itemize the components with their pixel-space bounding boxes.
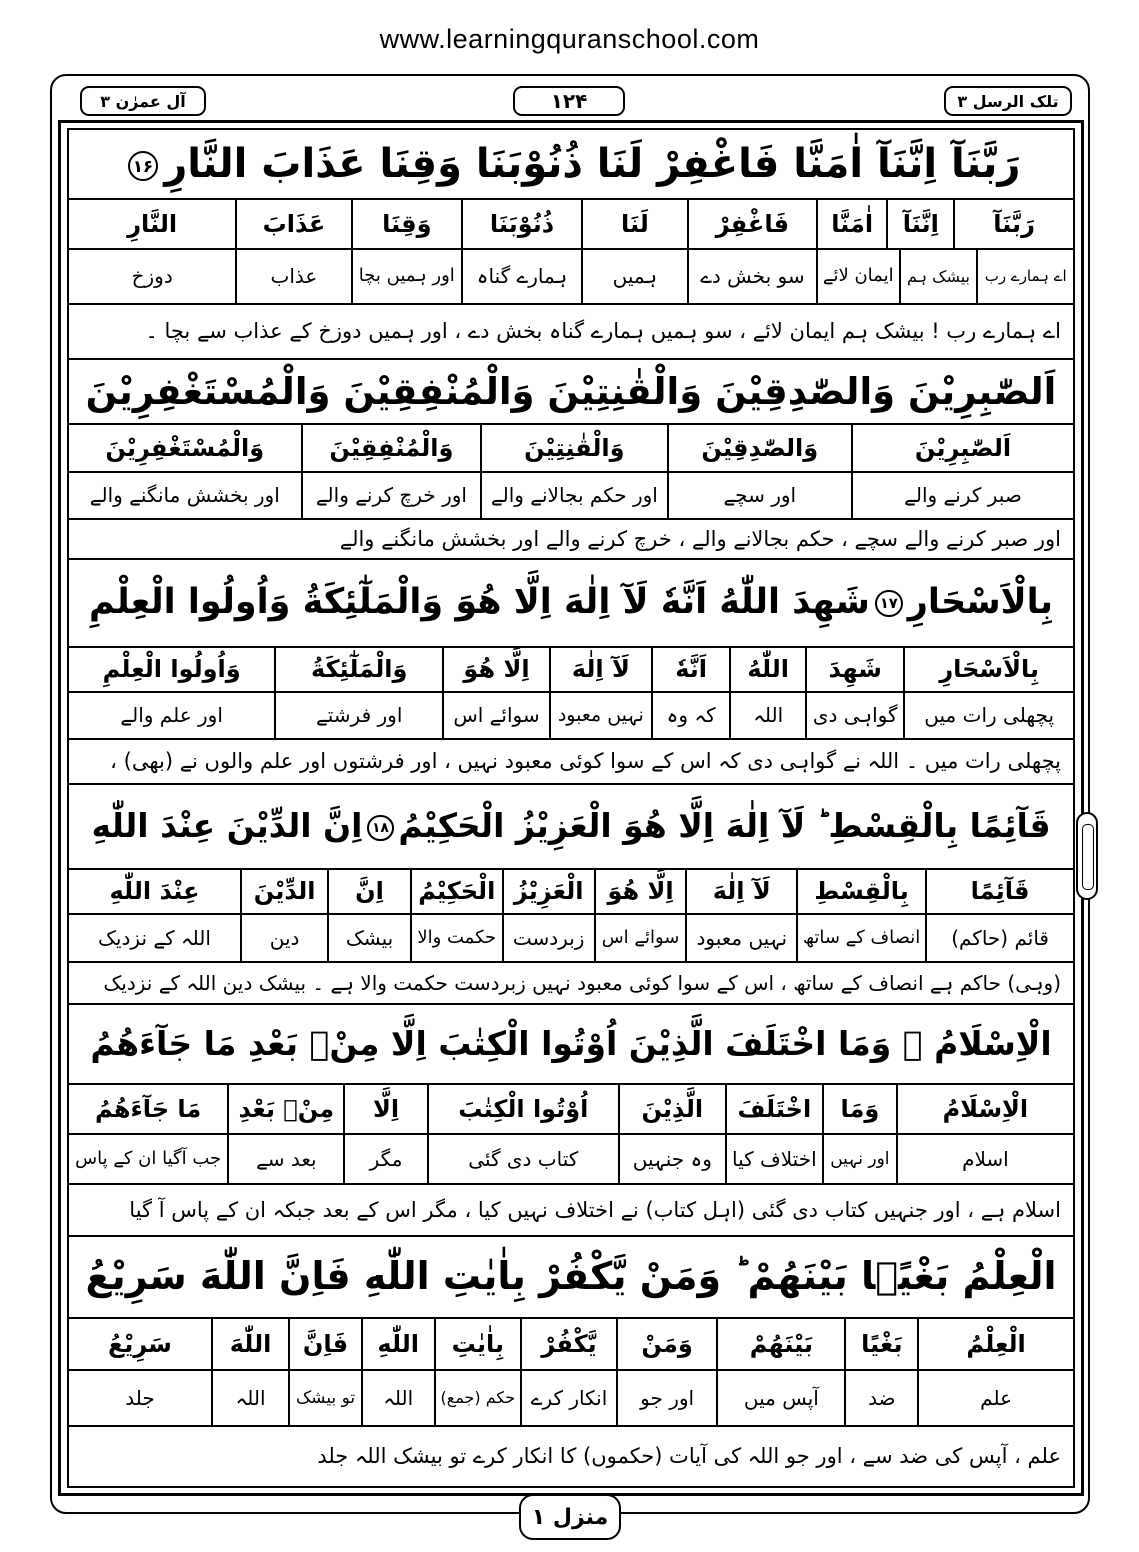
- ayah-line: [69, 130, 1073, 200]
- ayah-block: [69, 1237, 1073, 1486]
- meaning-cell: [442, 693, 549, 738]
- verse-number-marker: ۱۷: [875, 590, 903, 618]
- word-cell: [301, 425, 481, 471]
- word-cell: [427, 1085, 618, 1133]
- meaning-cell: [616, 1371, 716, 1425]
- urdu-meaning: سوائے اس: [601, 926, 680, 948]
- arabic-word: اٰمَنَّا: [831, 209, 874, 238]
- meaning-cell: [461, 250, 581, 303]
- meaning-cell: [687, 250, 816, 303]
- urdu-meaning: انصاف کے ساتھ: [802, 926, 921, 948]
- word-cell: [240, 870, 327, 913]
- ayah-text-part: اَلصّٰبِرِيْنَ وَالصّٰدِقِيْنَ وَالْقٰنِتِيْنَ وَالْمُنْفِقِيْنَ وَالْمُسْتَغْفِرِيْنَ: [85, 369, 1057, 413]
- urdu-meaning: اور بخشش مانگنے والے: [89, 483, 280, 507]
- word-cell: [886, 200, 953, 248]
- word-row: [69, 425, 1073, 473]
- ruku-marker-icon: [1076, 812, 1098, 900]
- urdu-meaning: وہ جنہیں: [632, 1146, 712, 1171]
- arabic-word: اخْتَلَفَ: [737, 1094, 812, 1123]
- arabic-word: بَغْيًا: [861, 1329, 903, 1358]
- translation-line: [69, 305, 1073, 360]
- arabic-word: الدِّيْنَ: [253, 877, 316, 906]
- meaning-cell: [361, 1371, 434, 1425]
- meaning-cell: [976, 250, 1073, 303]
- arabic-word: الْعَزِيْزُ: [513, 877, 584, 906]
- meaning-cell: [725, 1135, 822, 1183]
- arabic-word: الَّذِيْنَ: [641, 1094, 704, 1123]
- word-cell: [651, 648, 730, 691]
- translation-text: اسلام ہے ، اور جنہیں کتاب دی گئی (اہل کتاب) نے اختلاف نہیں کیا ، مگر اس کے بعد جبکہ ان کے پاس آ گیا: [129, 1197, 1061, 1222]
- arabic-word: اَنَّهٗ: [675, 655, 707, 684]
- urdu-meaning: جب آگیا ان کے پاس: [75, 1147, 222, 1169]
- ayah-text-part: بِالْاَسْحَارِ: [907, 582, 1053, 623]
- arabic-word: وَقِنَا: [382, 209, 432, 238]
- arabic-word: ذُنُوْبَنَا: [489, 209, 555, 238]
- urdu-meaning: انکار کرے: [530, 1385, 608, 1410]
- verse-number-marker: ۱۸: [367, 815, 393, 841]
- arabic-word: وَاُولُوا الْعِلْمِ: [102, 655, 241, 684]
- arabic-word: اِلَّا: [372, 1094, 400, 1123]
- urdu-meaning: اور جو: [640, 1385, 695, 1410]
- arabic-word: مِنْۢ بَعْدِ: [238, 1094, 335, 1123]
- meaning-cell: [69, 1371, 211, 1425]
- urdu-meaning: نہیں معبود: [557, 703, 644, 726]
- meaning-row: [69, 473, 1073, 520]
- urdu-meaning: بعد سے: [256, 1146, 317, 1171]
- meaning-cell: [434, 1371, 521, 1425]
- arabic-word: اِنَّ: [355, 877, 384, 906]
- content-frame: [67, 128, 1075, 1488]
- meaning-cell: [822, 1135, 896, 1183]
- word-cell: [729, 648, 805, 691]
- arabic-word: النَّارِ: [127, 209, 178, 238]
- urdu-meaning: ہمیں: [612, 264, 658, 288]
- meaning-cell: [351, 250, 462, 303]
- word-cell: [343, 1085, 426, 1133]
- meaning-cell: [618, 1135, 725, 1183]
- arabic-word: اِنَّنَآ: [902, 209, 939, 238]
- arabic-word: الْاِسْلَامُ: [942, 1094, 1029, 1123]
- urdu-meaning: اسلام: [962, 1146, 1009, 1171]
- meaning-cell: [69, 473, 301, 518]
- arabic-word: لَآ اِلٰهَ: [712, 877, 771, 906]
- urdu-meaning: اللہ: [235, 1385, 266, 1410]
- arabic-word: وَالْقٰنِتِيْنَ: [524, 433, 625, 462]
- arabic-word: عَذَابَ: [262, 209, 326, 238]
- urdu-meaning: دوزخ: [131, 264, 173, 288]
- meaning-cell: [796, 915, 925, 961]
- meaning-cell: [427, 1135, 618, 1183]
- ayah-text-wrapper: [122, 137, 1021, 191]
- arabic-word: وَمَا: [840, 1094, 880, 1123]
- meaning-cell: [274, 693, 442, 738]
- urdu-meaning: اور فرشتے: [316, 703, 403, 727]
- meaning-cell: [480, 473, 666, 518]
- word-row: [69, 1085, 1073, 1135]
- word-cell: [235, 200, 350, 248]
- translation-text: اے ہمارے رب ! بیشک ہم ایمان لائے ، سو ہمیں ہمارے گناہ بخش دے ، اور ہمیں دوزخ کے عذاب سے بچا ۔: [145, 319, 1061, 344]
- translation-line: [69, 520, 1073, 560]
- word-cell: [917, 1319, 1073, 1369]
- urdu-meaning: قائم (حاکم): [951, 925, 1049, 950]
- arabic-word: بِالْاَسْحَارِ: [939, 655, 1039, 684]
- meaning-cell: [903, 693, 1073, 738]
- urdu-meaning: نہیں معبود: [696, 925, 788, 950]
- urdu-meaning: اور علم والے: [120, 703, 223, 727]
- word-cell: [687, 200, 816, 248]
- word-cell: [69, 1085, 227, 1133]
- ayah-block: [69, 560, 1073, 785]
- urdu-meaning: دین: [269, 925, 300, 950]
- verse-number-marker: ۱۶: [128, 151, 159, 182]
- ayah-block: [69, 130, 1073, 360]
- urdu-meaning: حکمت والا: [417, 926, 497, 948]
- urdu-meaning: صبر کرنے والے: [904, 483, 1022, 507]
- meaning-cell: [240, 915, 327, 961]
- word-cell: [816, 200, 886, 248]
- meaning-cell: [69, 250, 235, 303]
- word-cell: [581, 200, 687, 248]
- word-cell: [69, 870, 240, 913]
- word-row: [69, 648, 1073, 693]
- word-cell: [844, 1319, 917, 1369]
- arabic-word: بِاٰيٰتِ: [451, 1329, 505, 1358]
- meaning-cell: [549, 693, 651, 738]
- meaning-cell: [917, 1371, 1073, 1425]
- arabic-word: وَالْمَلٰٓئِكَةُ: [311, 655, 408, 684]
- meaning-cell: [520, 1371, 616, 1425]
- word-cell: [69, 425, 301, 471]
- arabic-word: فَاِنَّ: [302, 1329, 349, 1358]
- translation-line: [69, 1185, 1073, 1237]
- word-cell: [805, 648, 903, 691]
- arabic-word: عِنْدَ اللّٰهِ: [109, 877, 200, 906]
- urdu-meaning: اختلاف کیا: [732, 1146, 817, 1171]
- urdu-meaning: زبردست: [512, 925, 585, 950]
- meaning-row: [69, 693, 1073, 740]
- meaning-row: [69, 915, 1073, 963]
- word-cell: [822, 1085, 896, 1133]
- arabic-word: بَيْنَهُمْ: [749, 1329, 814, 1358]
- meaning-cell: [581, 250, 687, 303]
- meaning-cell: [651, 693, 730, 738]
- urdu-meaning: اور سچے: [723, 483, 797, 507]
- ayah-text-wrapper: [85, 1251, 1056, 1302]
- ayah-block: [69, 785, 1073, 1005]
- arabic-word: اللّٰهَ: [229, 1329, 272, 1358]
- urdu-meaning: اور ہمیں بچا: [358, 265, 455, 287]
- urdu-meaning: سوائے اس: [453, 703, 540, 727]
- word-cell: [410, 870, 502, 913]
- ayah-text-part: الْاِسْلَامُ ۟ وَمَا اخْتَلَفَ الَّذِيْنَ اُوْتُوا الْكِتٰبَ اِلَّا مِنْۢ بَعْدِ مَا جَآءَهُمُ: [90, 1023, 1052, 1063]
- word-cell: [520, 1319, 616, 1369]
- meaning-cell: [899, 250, 977, 303]
- urdu-meaning: ضد: [868, 1385, 896, 1410]
- arabic-word: وَالْمُسْتَغْفِرِيْنَ: [105, 433, 265, 462]
- word-cell: [594, 870, 686, 913]
- translation-text: اور صبر کرنے والے سچے ، حکم بجالانے والے ، خرچ کرنے والے اور بخشش مانگنے والے: [339, 526, 1061, 551]
- word-cell: [480, 425, 666, 471]
- word-cell: [953, 200, 1073, 248]
- arabic-word: لَآ اِلٰهَ: [571, 655, 630, 684]
- word-cell: [616, 1319, 716, 1369]
- word-cell: [925, 870, 1073, 913]
- word-cell: [442, 648, 549, 691]
- ayah-block: [69, 1005, 1073, 1237]
- urdu-meaning: حکم (جمع): [440, 1388, 516, 1408]
- arabic-word: اللّٰهُ: [747, 655, 789, 684]
- word-row: [69, 200, 1073, 250]
- meaning-cell: [816, 250, 899, 303]
- ayah-text-wrapper: [90, 1022, 1051, 1067]
- ayah-text-wrapper: [91, 804, 1050, 849]
- arabic-word: وَالْمُنْفِقِيْنَ: [329, 433, 454, 462]
- arabic-word: وَالصّٰدِقِيْنَ: [701, 433, 819, 462]
- word-row: [69, 870, 1073, 915]
- urdu-meaning: اللہ کے نزدیک: [98, 925, 211, 950]
- meaning-row: [69, 1371, 1073, 1427]
- meaning-cell: [716, 1371, 844, 1425]
- word-cell: [227, 1085, 343, 1133]
- arabic-word: اَلصّٰبِرِيْنَ: [914, 433, 1012, 462]
- translation-line: [69, 740, 1073, 785]
- urdu-meaning: اللہ: [753, 703, 784, 727]
- urdu-meaning: تو بیشک: [295, 1387, 356, 1408]
- arabic-word: يَّكْفُرْ: [541, 1329, 597, 1358]
- urdu-meaning: مگر: [369, 1146, 403, 1171]
- word-cell: [69, 1319, 211, 1369]
- meaning-cell: [343, 1135, 426, 1183]
- word-cell: [796, 870, 925, 913]
- arabic-word: قَآئِمًا: [970, 877, 1030, 906]
- urdu-meaning: پچھلی رات میں: [924, 703, 1055, 727]
- urdu-meaning: جلد: [125, 1385, 155, 1410]
- ayah-text-part: اِنَّ الدِّيْنَ عِنْدَ اللّٰهِ: [91, 806, 363, 846]
- word-cell: [725, 1085, 822, 1133]
- arabic-word: سَرِيْعُ: [107, 1329, 172, 1358]
- surah-name-label: آل عمرٰن ۳: [80, 86, 206, 116]
- urdu-meaning: ہمارے گناہ: [476, 264, 568, 288]
- ayah-block: [69, 360, 1073, 560]
- arabic-word: بِالْقِسْطِ: [814, 877, 909, 906]
- word-cell: [461, 200, 581, 248]
- word-cell: [211, 1319, 288, 1369]
- meaning-cell: [925, 915, 1073, 961]
- meaning-cell: [69, 693, 274, 738]
- meaning-cell: [805, 693, 903, 738]
- meaning-cell: [301, 473, 481, 518]
- urdu-meaning: گواہی دی: [812, 703, 898, 727]
- meaning-cell: [594, 915, 686, 961]
- urdu-meaning: آپس میں: [743, 1385, 819, 1410]
- ayah-line: [69, 560, 1073, 648]
- meaning-cell: [69, 915, 240, 961]
- ruku-marker-inner-shape: [1082, 824, 1094, 890]
- juz-name-label: تلک الرسل ۳: [944, 86, 1072, 116]
- ayah-line: [69, 1005, 1073, 1085]
- urdu-meaning: اللہ: [383, 1385, 414, 1410]
- urdu-meaning: بیشک: [345, 925, 394, 950]
- translation-text: پچھلی رات میں ۔ اللہ نے گواہی دی کہ اس کے سوا کوئی معبود نہیں ، اور فرشتوں اور علم والوں نے (بھی) ،: [110, 749, 1061, 774]
- urdu-meaning: عذاب: [270, 264, 318, 288]
- meaning-cell: [69, 1135, 227, 1183]
- meaning-cell: [327, 915, 410, 961]
- arabic-word: مَا جَآءَهُمُ: [95, 1094, 202, 1123]
- urdu-meaning: اور خرچ کرنے والے: [315, 483, 467, 507]
- word-row: [69, 1319, 1073, 1371]
- ayah-line: [69, 360, 1073, 425]
- meaning-row: [69, 1135, 1073, 1185]
- translation-text: علم ، آپس کی ضد سے ، اور جو اللہ کی آیات (حکموں) کا انکار کرے تو بیشک اللہ جلد: [317, 1444, 1061, 1469]
- meaning-cell: [896, 1135, 1073, 1183]
- urdu-meaning: بیشک ہم: [907, 266, 970, 286]
- arabic-word: اُوْتُوا الْكِتٰبَ: [458, 1094, 589, 1123]
- meaning-cell: [211, 1371, 288, 1425]
- meaning-cell: [288, 1371, 361, 1425]
- word-cell: [685, 870, 796, 913]
- arabic-word: لَنَا: [620, 209, 649, 238]
- arabic-word: الْعِلْمُ: [966, 1329, 1026, 1358]
- meaning-cell: [235, 250, 350, 303]
- word-cell: [851, 425, 1073, 471]
- word-cell: [351, 200, 462, 248]
- meaning-cell: [851, 473, 1073, 518]
- urdu-meaning: اور حکم بجالانے والے: [490, 483, 658, 507]
- word-by-word-table: [69, 130, 1073, 1486]
- word-cell: [618, 1085, 725, 1133]
- urdu-meaning: کتاب دی گئی: [468, 1146, 579, 1171]
- word-cell: [903, 648, 1073, 691]
- word-cell: [327, 870, 410, 913]
- word-cell: [667, 425, 851, 471]
- arabic-word: اللّٰهِ: [377, 1329, 419, 1358]
- urdu-meaning: اے ہمارے رب: [984, 267, 1067, 286]
- urdu-meaning: سو بخش دے: [700, 264, 805, 288]
- urdu-meaning: ایمان لائے: [822, 265, 894, 287]
- ayah-text-part: قَآئِمًا بِالْقِسْطِ ؕ لَآ اِلٰهَ اِلَّا هُوَ الْعَزِيْزُ الْحَكِيْمُ: [398, 806, 1051, 846]
- urdu-meaning: کہ وہ: [666, 703, 716, 727]
- ayah-text-part: شَهِدَ اللّٰهُ اَنَّهٗ لَآ اِلٰهَ اِلَّا هُوَ وَالْمَلٰٓئِكَةُ وَاُولُوا الْعِلْمِ: [89, 582, 870, 623]
- arabic-word: الْحَكِيْمُ: [418, 877, 496, 906]
- meaning-cell: [227, 1135, 343, 1183]
- arabic-word: شَهِدَ: [828, 655, 882, 684]
- arabic-word: وَمَنْ: [641, 1329, 693, 1358]
- word-cell: [434, 1319, 521, 1369]
- arabic-word: اِلَّا هُوَ: [463, 655, 530, 684]
- word-cell: [549, 648, 651, 691]
- translation-line: [69, 963, 1073, 1005]
- word-cell: [274, 648, 442, 691]
- meaning-cell: [685, 915, 796, 961]
- meaning-row: [69, 250, 1073, 305]
- meaning-cell: [844, 1371, 917, 1425]
- ayah-text-part: الْعِلْمُ بَغْيًۢا بَيْنَهُمْ ؕ وَمَنْ يَّكْفُرْ بِاٰيٰتِ اللّٰهِ فَاِنَّ اللّٰهَ سَرِيْعُ: [85, 1254, 1057, 1299]
- word-cell: [69, 200, 235, 248]
- urdu-meaning: اور نہیں: [830, 1148, 890, 1169]
- ayah-text-wrapper: [86, 367, 1057, 417]
- word-cell: [69, 648, 274, 691]
- ayah-line: [69, 785, 1073, 870]
- word-cell: [896, 1085, 1073, 1133]
- word-cell: [502, 870, 594, 913]
- urdu-meaning: علم: [980, 1385, 1013, 1410]
- website-url: www.learningquranschool.com: [379, 24, 760, 54]
- ayah-text-wrapper: [89, 579, 1053, 626]
- meaning-cell: [502, 915, 594, 961]
- manzil-label: منزل ۱: [519, 1494, 621, 1540]
- word-cell: [361, 1319, 434, 1369]
- arabic-word: رَبَّنَآ: [993, 209, 1035, 238]
- translation-line: [69, 1427, 1073, 1486]
- translation-text: (وہی) حاکم ہے انصاف کے ساتھ ، اس کے سوا کوئی معبود نہیں زبردست حکمت والا ہے ۔ بیشک دین اللہ کے نزدیک: [103, 970, 1061, 995]
- meaning-cell: [410, 915, 502, 961]
- arabic-word: فَاغْفِرْ: [715, 209, 790, 238]
- word-cell: [288, 1319, 361, 1369]
- ayah-text-part: رَبَّنَآ اِنَّنَآ اٰمَنَّا فَاغْفِرْ لَنَا ذُنُوْبَنَا وَقِنَا عَذَابَ النَّارِ: [164, 141, 1021, 187]
- page-number: ۱۲۴: [513, 86, 625, 116]
- arabic-word: اِلَّا هُوَ: [607, 877, 674, 906]
- meaning-cell: [667, 473, 851, 518]
- word-cell: [716, 1319, 844, 1369]
- ayah-line: [69, 1237, 1073, 1319]
- meaning-cell: [729, 693, 805, 738]
